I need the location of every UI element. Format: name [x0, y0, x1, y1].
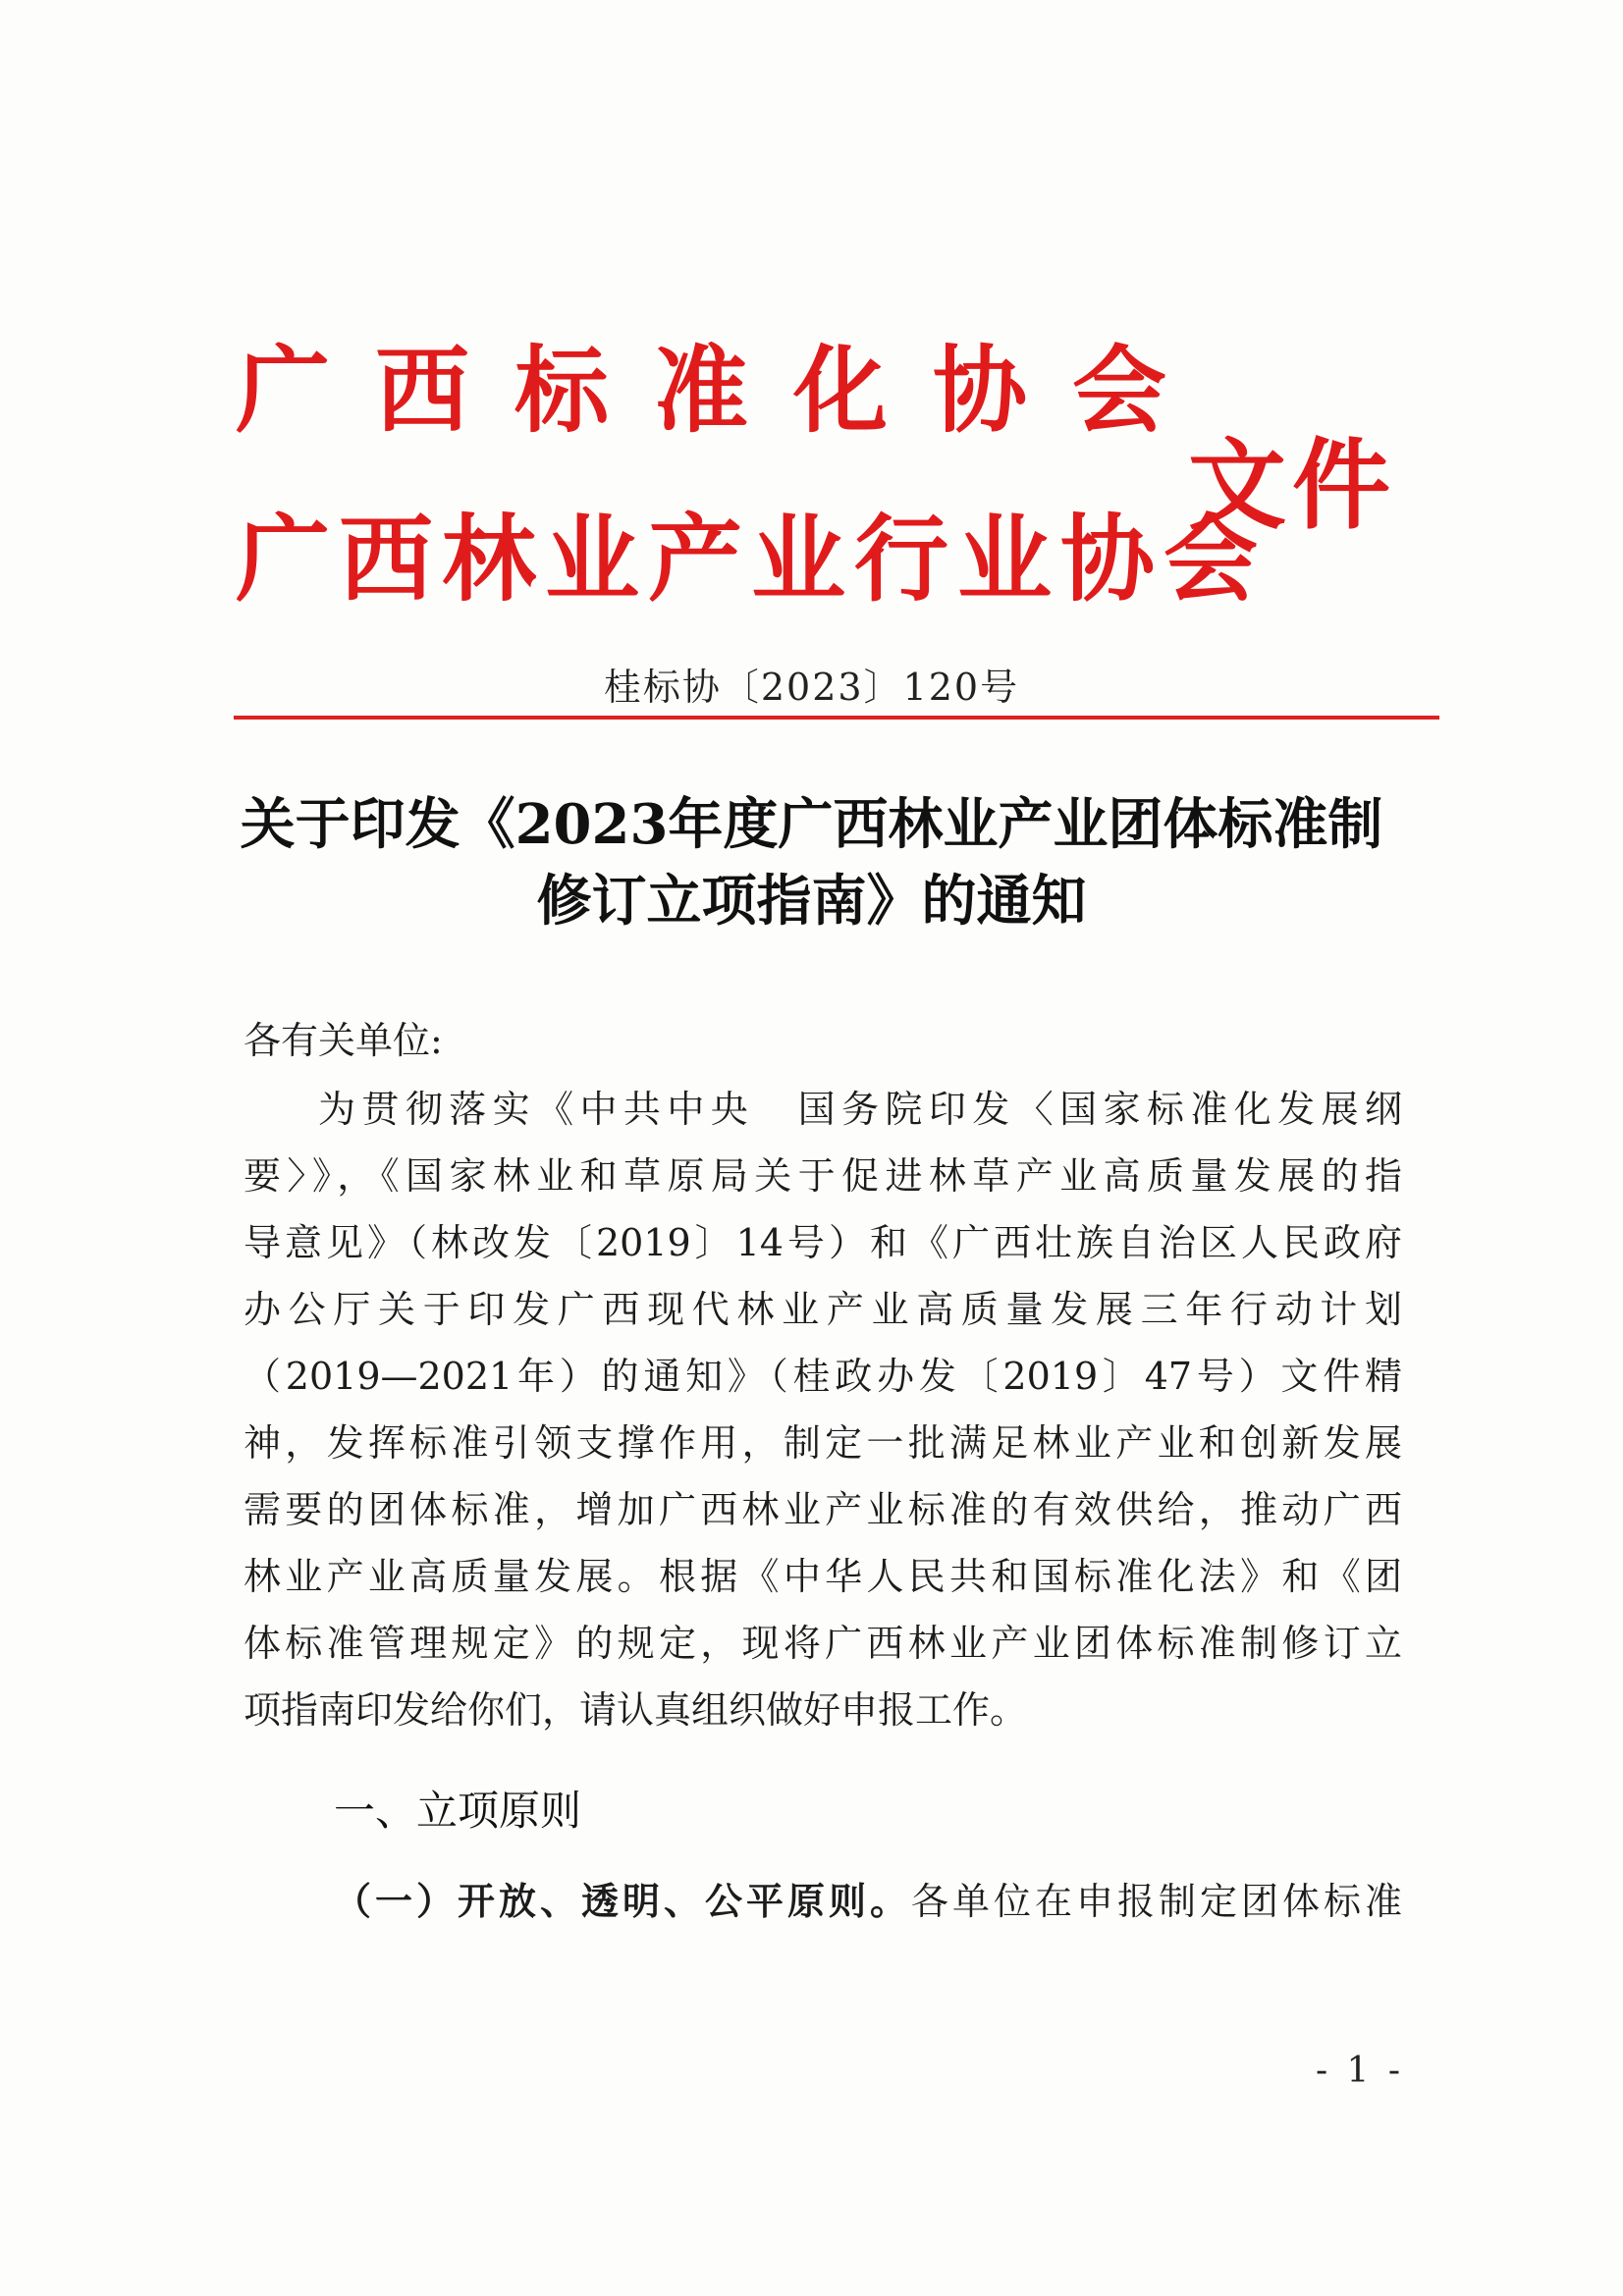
principle-paragraph [334, 1872, 1402, 1931]
principle-text: 各单位在申报制定团体标准 [910, 1880, 1402, 1923]
document-type-label: 文件 [1188, 428, 1396, 543]
paragraph-line: 体标准管理规定》的规定，现将广西林业产业团体标准制修订立 [243, 1622, 1402, 1665]
paragraph-line: 神，发挥标准引领支撑作用，制定一批满足林业产业和创新发展 [243, 1421, 1402, 1465]
paragraph-line: 办公厅关于印发广西现代林业产业高质量发展三年行动计划 [243, 1288, 1402, 1331]
issuer-name-2: 广西林业产业行业协会 [236, 505, 1267, 614]
paragraph-line: （2019—2021年）的通知》（桂政办发〔2019〕47号）文件精 [243, 1355, 1402, 1398]
paragraph-line: 需要的团体标准，增加广西林业产业标准的有效供给，推动广西 [243, 1488, 1402, 1531]
paragraph-line: 为贯彻落实《中共中央 国务院印发〈国家标准化发展纲 [318, 1088, 1402, 1131]
issuer-name-1: 广西标准化协会 [236, 336, 1212, 446]
principle-heading: （一）开放、透明、公平原则。 [334, 1880, 911, 1923]
document-number: 桂标协〔2023〕120号 [603, 666, 1020, 709]
document-title-line-1: 关于印发《2023年度广西林业产业团体标准制 [240, 792, 1383, 857]
paragraph-line: 项指南印发给你们，请认真组织做好申报工作。 [243, 1688, 1028, 1732]
document-title-line-2: 修订立项指南》的通知 [536, 869, 1087, 934]
paragraph-line: 林业产业高质量发展。根据《中华人民共和国标准化法》和《团 [243, 1555, 1402, 1598]
section-heading: 一、立项原则 [334, 1787, 582, 1835]
paragraph-line: 要〉》，《国家林业和草原局关于促进林草产业高质量发展的指 [243, 1154, 1402, 1198]
page-number: - 1 - [1315, 2051, 1405, 2091]
salutation: 各有关单位: [243, 1019, 443, 1062]
paragraph-line: 导意见》（林改发〔2019〕14号）和《广西壮族自治区人民政府 [243, 1221, 1402, 1264]
red-divider [234, 716, 1439, 720]
